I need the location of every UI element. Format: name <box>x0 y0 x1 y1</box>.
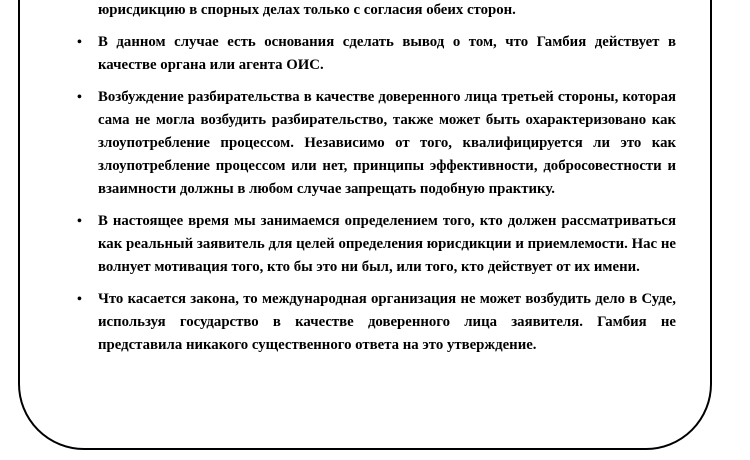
bullet-icon: • <box>77 90 82 105</box>
bullet-icon: • <box>77 35 82 50</box>
list-item-text: В настоящее время мы занимаемся определением того, кто должен рассматриваться как реальный заявитель для целей определения юрисдикции и приемлемости. Нас не волнует мотивация того, кто бы это ни был, или того, кто действует от их имени. <box>98 213 676 275</box>
list-item-text: Что касается закона, то международная организация не может возбудить дело в Суде, используя государство в качестве доверенного лица заявителя. Гамбия не представила никакого существенного ответа на это утверждение. <box>98 291 676 353</box>
list-item <box>74 288 676 357</box>
list-item-text: Возбуждение разбирательства в качестве доверенного лица третьей стороны, которая сама не могла возбудить разбирательство, также может быть охарактеризовано как злоупотребление процессом. Независимо от того, квалифицируется ли это как злоупотребление процессом или нет, принципы эффективности, добросовестности и взаимности должны в любом случае запрещать подобную практику. <box>98 89 676 197</box>
continued-text: юрисдикцию в спорных делах только с согласия обеих сторон. <box>98 2 516 18</box>
bullet-icon: • <box>77 214 82 229</box>
list-item-text: В данном случае есть основания сделать вывод о том, что Гамбия действует в качестве органа или агента ОИС. <box>98 34 676 73</box>
bullet-icon: • <box>77 292 82 307</box>
list-item <box>74 86 676 201</box>
list-item <box>74 210 676 279</box>
bullet-list <box>74 0 676 366</box>
list-item <box>74 31 676 77</box>
